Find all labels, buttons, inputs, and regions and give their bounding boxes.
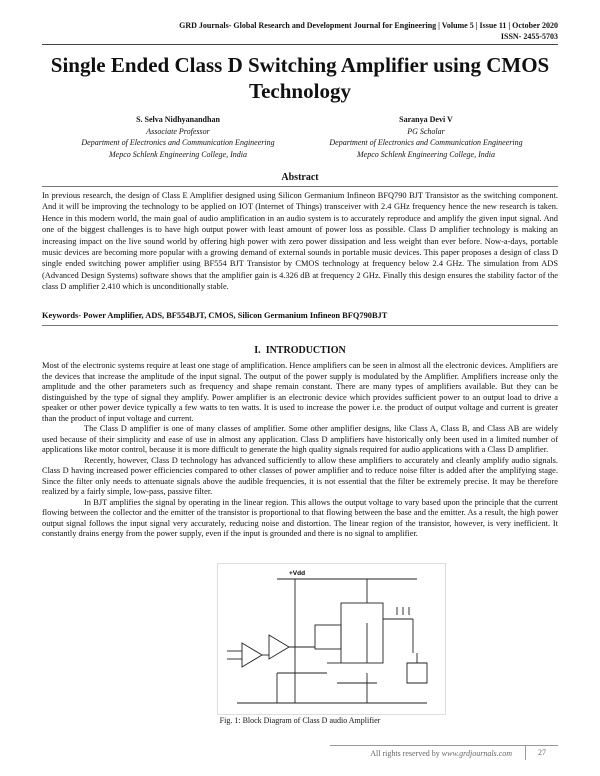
author-college: Mepco Schlenk Engineering College, India [357, 149, 495, 159]
author-dept: Department of Electronics and Communication Engineering [81, 138, 275, 147]
paragraph: In BJT amplifies the signal by operating in the linear region. This allows the output voltage to vary based upon the principle that the current flowing between the collector and the emitter of the transistor is proportional to that flowing between the base and the emitter. As a result, the high power output signal follows the input signal very accurately, reducing noise and distortion. The linear region of the transistor, however, is very inefficient. It constantly drains energy from the power supply, even if the input is grounded and there is no signal to amplifier. [42, 497, 558, 538]
figure-caption: Fig. 1: Block Diagram of Class D audio Amplifier [219, 716, 381, 725]
rights-text: All rights reserved by [370, 749, 442, 758]
section-heading [42, 345, 558, 356]
vdd-label: +Vdd [289, 570, 306, 577]
keywords: Keywords- Power Amplifier, ADS, BF554BJT, CMOS, Silicon Germanium Infineon BFQ790BJT [42, 311, 388, 320]
block-diagram-figure [217, 563, 446, 715]
keywords-rule [42, 325, 558, 326]
paragraph: The Class D amplifier is one of many classes of amplifier. Some other amplifier designs, like Class A, Class B, and Class AB are widely used because of their simplicity and ease of use in almost any application. Class D amplifiers have historically only been used in a limited number of applications like motor control, because it is more difficult to generate the high quality signals required for audio applications with a Class D amplifier. [42, 424, 558, 454]
author-name: Saranya Devi V [399, 115, 453, 124]
author-college: Mepco Schlenk Engineering College, India [109, 149, 247, 159]
journal-url[interactable]: www.grdjournals.com [441, 749, 512, 758]
abstract-text: In previous research, the design of Class E Amplifier designed using Silicon Germanium Infineon BFQ790 BJT Transistor as the switching component. And it will be improving the technology to be applied on IOT (Internet of Things) transceiver with 2.4 GHz frequency hence the new research is taken. Hence in this modern world, the main goal of audio amplification in an audio system is to accurately reproduce and amplify the given input signal. And one of the biggest challenges is to have high output power with least amount of power loss as possible. Class D amplifier technology is making an increasing impact on the live sound world by offering high power with zero power dissipation and less weight than ever before. Now-a-days, portable music devices are becoming more popular with a growing demand of external sounds in portable music devices. This paper proposes a design of class D single ended switching power amplifier using BF554 BJT Transistor by CMOS technology at frequency below 2.4 GHz. The simulation from ADS (Advanced Design Systems) software shows that the amplifier gain is 4.326 dB at frequency 2 GHz. Finally this design ensures the stability factor of the class D amplifier 2.410 which is unconditionally stable. [42, 191, 558, 292]
footer-rule [330, 745, 558, 746]
author-role: PG Scholar [407, 126, 445, 136]
header-rule [42, 44, 558, 45]
issn-line: ISSN- 2455-5703 [500, 32, 558, 41]
abstract-heading: Abstract [281, 172, 319, 183]
author-block-1 [48, 114, 308, 160]
paragraph: Most of the electronic systems require at least one stage of amplification. Hence amplifiers can be seen in almost all the electronic devices. Amplifiers are the devices that increase the amplitude of the input signal. The output of the power supply is modulated by the Amplifier. Amplifiers increase only the amplitude and the other parameters such as frequency and shape remain constant. There are many types of amplifiers available. But they can be distinguished by the type of signal they amplify. Power amplifier is an electronic device which provides sufficient power to an output load to drive a speaker or other power device typically a few watts to ten watts. It is used to increase the power i.e. the product of output voltage and current is greater than the product of input voltage and current. [42, 361, 558, 423]
section-title: INTRODUCTION [265, 345, 346, 356]
abstract-rule [42, 186, 558, 187]
footer-rights [370, 749, 512, 758]
paper-title: Single Ended Class D Switching Amplifier using CMOS Technology [50, 53, 550, 103]
author-dept: Department of Electronics and Communication Engineering [329, 138, 523, 147]
running-header [179, 20, 558, 42]
section-number: I. [254, 345, 261, 356]
body-text [42, 361, 558, 540]
paragraph: Recently, however, Class D technology has advanced sufficiently to allow these amplifiers to accurately and cleanly amplify audio signals. Class D having increased power efficiencies compared to other classes of power amplifier and to reduce noise filter is added after the amplifying stage. Since the filter only needs to attenuate signals above the audible frequencies, it is not essential that the filter be extremely precise. It may be therefore realized by a fairly simple, low-pass, passive filter. [42, 455, 558, 496]
author-block-2 [296, 114, 556, 160]
author-role: Associate Professor [146, 126, 210, 136]
journal-line: GRD Journals- Global Research and Development Journal for Engineering | Volume 5 | Issue 11 | October 2020 [179, 21, 558, 30]
page-number: 27 [525, 745, 558, 760]
author-name: S. Selva Nidhyanandhan [136, 115, 220, 124]
